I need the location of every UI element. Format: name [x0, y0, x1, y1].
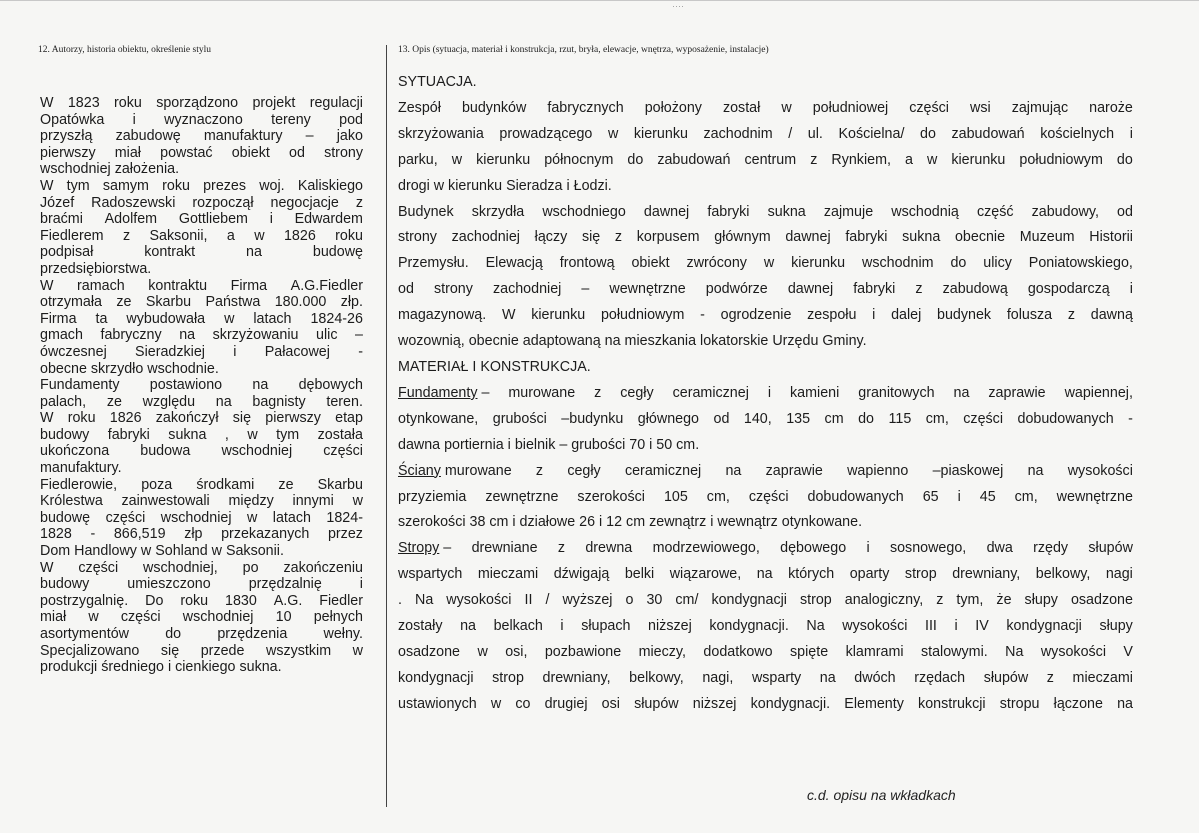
- section-heading-sytuacja: SYTUACJA.: [398, 74, 477, 90]
- stropy-paragraph: [398, 536, 1133, 717]
- scan-mark: ····: [672, 1, 684, 11]
- history-line: pierwszy miał powstać obiekt od strony: [40, 144, 363, 161]
- sytuacja-line: drogi w kierunku Sieradza i Łodzi.: [398, 177, 612, 194]
- history-line: Józef Radoszewski rozpoczął negocjacje z: [40, 194, 363, 211]
- sciany-label: Ściany: [398, 462, 441, 479]
- history-line: W części wschodniej, po zakończeniu: [40, 559, 363, 576]
- sciany-line: przyziemia zewnętrzne szerokości 105 cm, części dobudowanych 65 i 45 cm, wewnętrzne: [398, 488, 1133, 505]
- sytuacja-paragraphs: [398, 96, 1133, 355]
- sytuacja-line: skrzyżowania prowadzącego w kierunku zachodnim / ul. Kościelna/ do zabudowań kościelnych i: [398, 125, 1133, 142]
- sciany-paragraph: [398, 459, 1133, 537]
- history-line: budowy fabryki sukna , w tym została: [40, 426, 363, 443]
- history-line: podpisał kontrakt na budowę: [40, 244, 363, 261]
- left-column-header: 12. Autorzy, historia obiektu, określenie stylu: [38, 45, 211, 55]
- section-heading-material: MATERIAŁ I KONSTRUKCJA.: [398, 358, 591, 375]
- stropy-line: ustawionych w co drugiej osi słupów niższej kondygnacji. Elementy konstrukcji stropu łączone na: [398, 695, 1133, 712]
- sytuacja-line: Zespół budynków fabrycznych położony został w południowej części wsi zajmując naroże: [398, 99, 1133, 116]
- sytuacja-line: magazynową. W kierunku południowym - ogrodzenie zespołu i dalej budynek folusza z dawną: [398, 307, 1133, 324]
- history-line: Firma ta wybudowała w latach 1824-26: [40, 310, 363, 327]
- history-line: gmach fabryczny na skrzyżowaniu ulic –: [40, 327, 363, 344]
- stropy-line: . Na wysokości II / wyższej o 30 cm/ kondygnacji strop analogiczny, z tym, że słupy osadzone: [398, 592, 1133, 609]
- history-line: W tym samym roku prezes woj. Kaliskiego: [40, 177, 363, 194]
- history-line: budowy umieszczono przędzalnię i: [40, 576, 363, 593]
- stropy-line: Stropy – drewniane z drewna modrzewiowego, dębowego i sosnowego, dwa rzędy słupów: [398, 536, 1133, 562]
- sciany-line: szerokości 38 cm i działowe 26 i 12 cm zewnątrz i wewnątrz otynkowane.: [398, 514, 863, 531]
- stropy-line: wspartych mieczami dźwigają belki wiązarowe, na których oparty strop drewniany, belkowy, nagi: [398, 566, 1133, 583]
- sytuacja-line: Budynek skrzydła wschodniego dawnej fabryki sukna zajmuje wschodnią część zabudowy, od: [398, 203, 1133, 220]
- history-line: obecne skrzydło wschodnie.: [40, 360, 219, 377]
- history-line: Królestwa zainwestowali między innymi w: [40, 493, 363, 510]
- history-line: przedsiębiorstwa.: [40, 260, 152, 277]
- stropy-line: osadzone w osi, pozbawione mieczy, dodatkowo spięte klamrami stalowymi. Na wysokości V: [398, 643, 1133, 660]
- history-line: otrzymała ze Skarbu Państwa 180.000 złp.: [40, 294, 363, 311]
- history-line: Fundamenty postawiono na dębowych: [40, 377, 363, 394]
- sytuacja-line: wozownią, obecnie adaptowaną na mieszkania lokatorskie Urzędu Gminy.: [398, 333, 867, 350]
- column-divider: [386, 45, 387, 807]
- history-line: 1828 - 866,519 złp przekazanych przez: [40, 526, 363, 543]
- sciany-line: Ściany murowane z cegły ceramicznej na zaprawie wapienno –piaskowej na wysokości: [398, 459, 1133, 485]
- history-line: Fiedlerowie, poza środkami ze Skarbu: [40, 476, 363, 493]
- sytuacja-line: strony zachodniej łączy się z korpusem głównym dawnej fabryki sukna obecnie Muzeum Historii: [398, 229, 1133, 246]
- sytuacja-line: Przemysłu. Elewacją frontową obiekt zwrócony w kierunku wschodnim do ulicy Poniatowskiego,: [398, 255, 1133, 272]
- fundamenty-paragraph: [398, 381, 1133, 459]
- history-line: ukończona budowa wschodniej części: [40, 443, 363, 460]
- right-column-header: 13. Opis (sytuacja, materiał i konstrukcja, rzut, bryła, elewacje, wnętrza, wyposażenie, instalacje): [398, 45, 769, 55]
- history-line: manufaktury.: [40, 460, 122, 477]
- stropy-line: zostały na belkach i słupach niższej kondygnacji. Na wysokości III i IV kondygnacji słupy: [398, 618, 1133, 635]
- history-line: Dom Handlowy w Sohland w Saksonii.: [40, 543, 284, 560]
- history-line: miał w części wschodniej 10 pełnych: [40, 609, 363, 626]
- history-line: wschodniej założenia.: [40, 161, 180, 178]
- history-line: Fiedlerem z Saksonii, a w 1826 roku: [40, 227, 363, 244]
- history-line: postrzygalnię. Do roku 1830 A.G. Fiedler: [40, 592, 363, 609]
- fundamenty-line: dawna portiernia i bielnik – grubości 70 i 50 cm.: [398, 436, 700, 453]
- history-line: W ramach kontraktu Firma A.G.Fiedler: [40, 277, 363, 294]
- sytuacja-line: parku, w kierunku północnym do zabudowań centrum z Rynkiem, a w kierunku południowym do: [398, 151, 1133, 168]
- history-line: budowę części wschodniej w latach 1824-: [40, 509, 363, 526]
- stropy-label: Stropy: [398, 540, 440, 557]
- continuation-note: c.d. opisu na wkładkach: [807, 787, 956, 803]
- history-line: W 1823 roku sporządzono projekt regulacji: [40, 95, 363, 111]
- history-line: W roku 1826 zakończył się pierwszy etap: [40, 410, 363, 427]
- history-line: ówczesnej Sieradzkiej i Pałacowej -: [40, 343, 363, 360]
- fundamenty-line: Fundamenty – murowane z cegły ceramicznej i kamieni granitowych na zaprawie wapiennej,: [398, 381, 1133, 407]
- sytuacja-line: od strony zachodniej – wewnętrzne podwórze dawnej fabryki z zabudową gospodarczą i: [398, 281, 1133, 298]
- history-line: braćmi Adolfem Gottliebem i Edwardem: [40, 211, 363, 228]
- history-line: Opatówka i wyznaczono tereny pod: [40, 111, 363, 128]
- history-text: [40, 95, 363, 676]
- fundamenty-label: Fundamenty: [398, 384, 478, 401]
- fundamenty-line: otynkowane, grubości –budynku głównego od 140, 135 cm do 115 cm, części dobudowanych -: [398, 410, 1133, 427]
- history-line: produkcji średniego i cienkiego sukna.: [40, 659, 282, 676]
- history-line: Specjalizowano się przede wszystkim w: [40, 642, 363, 659]
- history-line: palach, ze względu na bagnisty teren.: [40, 393, 363, 410]
- history-line: asortymentów do przędzenia wełny.: [40, 626, 363, 642]
- stropy-line: kondygnacji strop drewniany, belkowy, nagi, wsparty na dwóch rzędach słupów z mieczami: [398, 669, 1133, 686]
- history-line: przyszłą zabudowę manufaktury – jako: [40, 128, 363, 145]
- description-text: [398, 70, 1133, 718]
